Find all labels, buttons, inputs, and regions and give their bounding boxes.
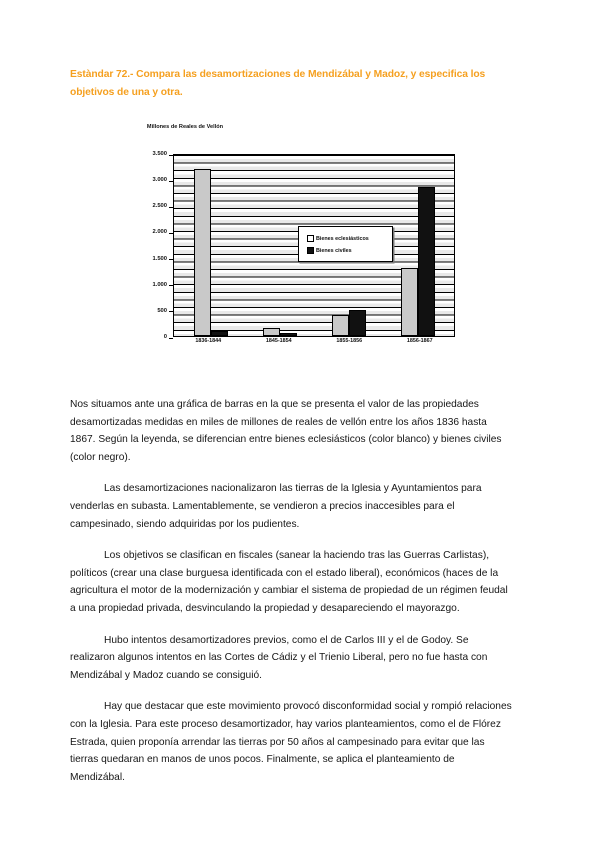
bar-eclesiasticos <box>332 315 349 336</box>
y-axis-label: 3.500 <box>152 151 167 157</box>
legend-label: Bienes eclesiásticos <box>316 235 369 242</box>
paragraph: Las desamortizaciones nacionalizaron las tierras de la Iglesia y Ayuntamientos para venderlas en subasta. Lamentablemente, se vendieron a precios inaccesibles para el campesinado, siendo adquiridas por los pudientes. <box>70 483 482 530</box>
y-axis-label: 2.500 <box>152 203 167 210</box>
bar-eclesiasticos <box>401 268 418 336</box>
x-axis-label: 1845-1854 <box>265 338 292 344</box>
bar-group <box>263 155 297 336</box>
bar-group <box>194 155 228 336</box>
chart-x-axis <box>173 338 455 344</box>
bar-eclesiasticos <box>263 328 280 336</box>
y-axis-label: 0 <box>163 334 167 340</box>
bar-civiles <box>418 187 435 336</box>
legend-item-civiles <box>307 247 386 254</box>
bar-chart-figure <box>128 124 458 360</box>
paragraph: Nos situamos ante una gráfica de barras en la que se presenta el valor de las propiedades desamortizadas medidas en miles de millones de reales de vellón entre los años 1836 hasta 1867. Según la leyenda, se diferencian entre bienes eclesiásticos (color blanco) y bienes civiles (color negro). <box>70 399 502 463</box>
bar-civiles <box>280 333 297 336</box>
bar-civiles <box>211 331 228 336</box>
y-axis-label: 500 <box>157 307 167 314</box>
legend-swatch-icon <box>307 235 314 242</box>
x-axis-label: 1836-1844 <box>195 338 222 344</box>
chart-plot-wrap <box>173 154 455 337</box>
y-axis-label: 1.500 <box>152 255 167 262</box>
x-axis-label: 1855-1856 <box>336 338 363 344</box>
page-title: Estàndar 72.- Compara las desamortizaciones de Mendizábal y Madoz, y especifica los objetivos de una y otra. <box>70 69 486 98</box>
paragraph: Hay que destacar que este movimiento provocó disconformidad social y rompió relaciones con la Iglesia. Para este proceso desamortizador, hay varios planteamientos, como el de Flórez Estrada, quien proponía arrendar las tierras por 50 años al campesinado para evitar que las tierras quedaran en manos de unos pocos. Finalmente, se aplica el planteamiento de Mendizábal. <box>70 701 512 783</box>
x-axis-label: 1856-1867 <box>406 338 433 344</box>
legend-label: Bienes civiles <box>316 247 352 254</box>
y-axis-label: 1.000 <box>152 281 167 288</box>
bar-eclesiasticos <box>194 169 211 336</box>
chart-y-axis <box>128 151 173 340</box>
legend-swatch-icon <box>307 247 314 254</box>
bar-civiles <box>349 310 366 336</box>
paragraph: Los objetivos se clasifican en fiscales (sanear la haciendo tras las Guerras Carlistas), políticos (crear una clase burguesa identificada con el estado liberal), económicos (haces de la agricultura el motor de la modernización y cambiar el sistema de propiedad de un régimen feudal a una propiedad privada, desvinculando la propiedad y desapareciendo el mayorazgo. <box>70 550 508 614</box>
chart-y-axis-title: Millones de Reales de Vellón <box>146 124 224 130</box>
legend-item-eclesiasticos <box>307 235 386 242</box>
y-axis-label: 2.000 <box>152 229 167 236</box>
bar-group <box>401 155 435 336</box>
chart-legend <box>298 226 393 262</box>
paragraph: Hubo intentos desamortizadores previos, como el de Carlos III y el de Godoy. Se realizaron algunos intentos en las Cortes de Cádiz y el Trienio Liberal, pero no fue hasta con Mendizábal y Madoz cuando se consiguió. <box>70 634 488 681</box>
y-axis-label: 3.000 <box>152 177 167 184</box>
document-body <box>70 396 512 800</box>
